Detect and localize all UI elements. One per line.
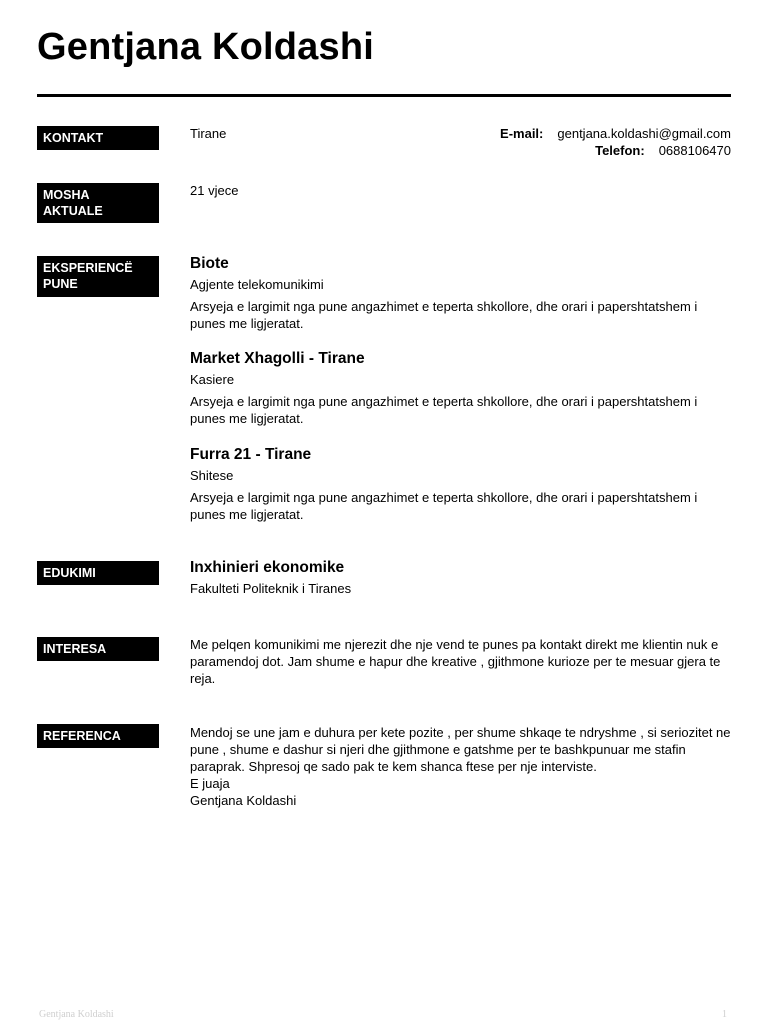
experience-role: Agjente telekomunikimi [190,277,324,292]
section-label-references: REFERENCA [37,724,159,748]
cv-name: Gentjana Koldashi [37,26,375,68]
references-block [190,724,731,809]
email-row [500,125,731,142]
header-divider [37,94,731,97]
footer-page-number: 1 [722,1009,727,1020]
experience-label-line2: PUNE [43,277,78,291]
education-item [190,558,731,597]
experience-company: Furra 21 - Tirane [190,446,312,463]
references-text: Mendoj se une jam e duhura per kete pozite , per shume shkaqe te ndryshme , si seriozitet ne pune , shume e dashur si njeri dhe gjithmone e gatshme per te bashkpunuar me stafin paraprak. Shpresoj qe sado pak te kem shanca ftese per nje interviste. [190,725,731,774]
experience-item [190,254,731,332]
experience-role: Kasiere [190,372,235,387]
experience-item [190,445,731,523]
experience-description: Arsyeja e largimit nga pune angazhimet e teperta shkollore, dhe orari i papershtatshem i punes me ligjeratat. [190,394,698,426]
age-value: 21 vjece [190,183,239,198]
experience-role: Shitese [190,468,234,483]
interests-text: Me pelqen komunikimi me njerezit dhe nje vend te punes pa kontakt direkt me klientin nuk e paramendoj dot. Jam shume e hapur dhe kreative , gjithmone kurioze per te mesuar gjera te reja. [190,637,721,686]
email-value[interactable]: gentjana.koldashi@gmail.com [557,126,731,141]
section-label-education: EDUKIMI [37,561,159,585]
age-label-line1: MOSHA [43,188,90,202]
phone-label: Telefon: [595,143,645,158]
contact-city: Tirane [190,126,227,141]
footer-name: Gentjana Koldashi [39,1009,114,1020]
experience-item [190,349,731,427]
references-closing: E juaja [190,776,230,791]
education-degree: Inxhinieri ekonomike [190,559,345,576]
age-label-line2: AKTUALE [43,204,103,218]
section-label-experience [37,256,159,297]
phone-row [500,142,731,159]
section-label-age [37,183,159,223]
education-school: Fakulteti Politeknik i Tiranes [190,581,352,596]
experience-description: Arsyeja e largimit nga pune angazhimet e teperta shkollore, dhe orari i papershtatshem i punes me ligjeratat. [190,299,698,331]
phone-value: 0688106470 [658,143,731,158]
email-label: E-mail: [500,126,544,141]
contact-details [500,125,731,159]
experience-description: Arsyeja e largimit nga pune angazhimet e teperta shkollore, dhe orari i papershtatshem i punes me ligjeratat. [190,490,698,522]
experience-company: Market Xhagolli - Tirane [190,350,365,367]
experience-label-line1: EKSPERIENCË [43,261,133,275]
section-label-interests: INTERESA [37,637,159,661]
references-signature: Gentjana Koldashi [190,793,297,808]
section-label-contact: KONTAKT [37,126,159,150]
experience-company: Biote [190,255,229,272]
